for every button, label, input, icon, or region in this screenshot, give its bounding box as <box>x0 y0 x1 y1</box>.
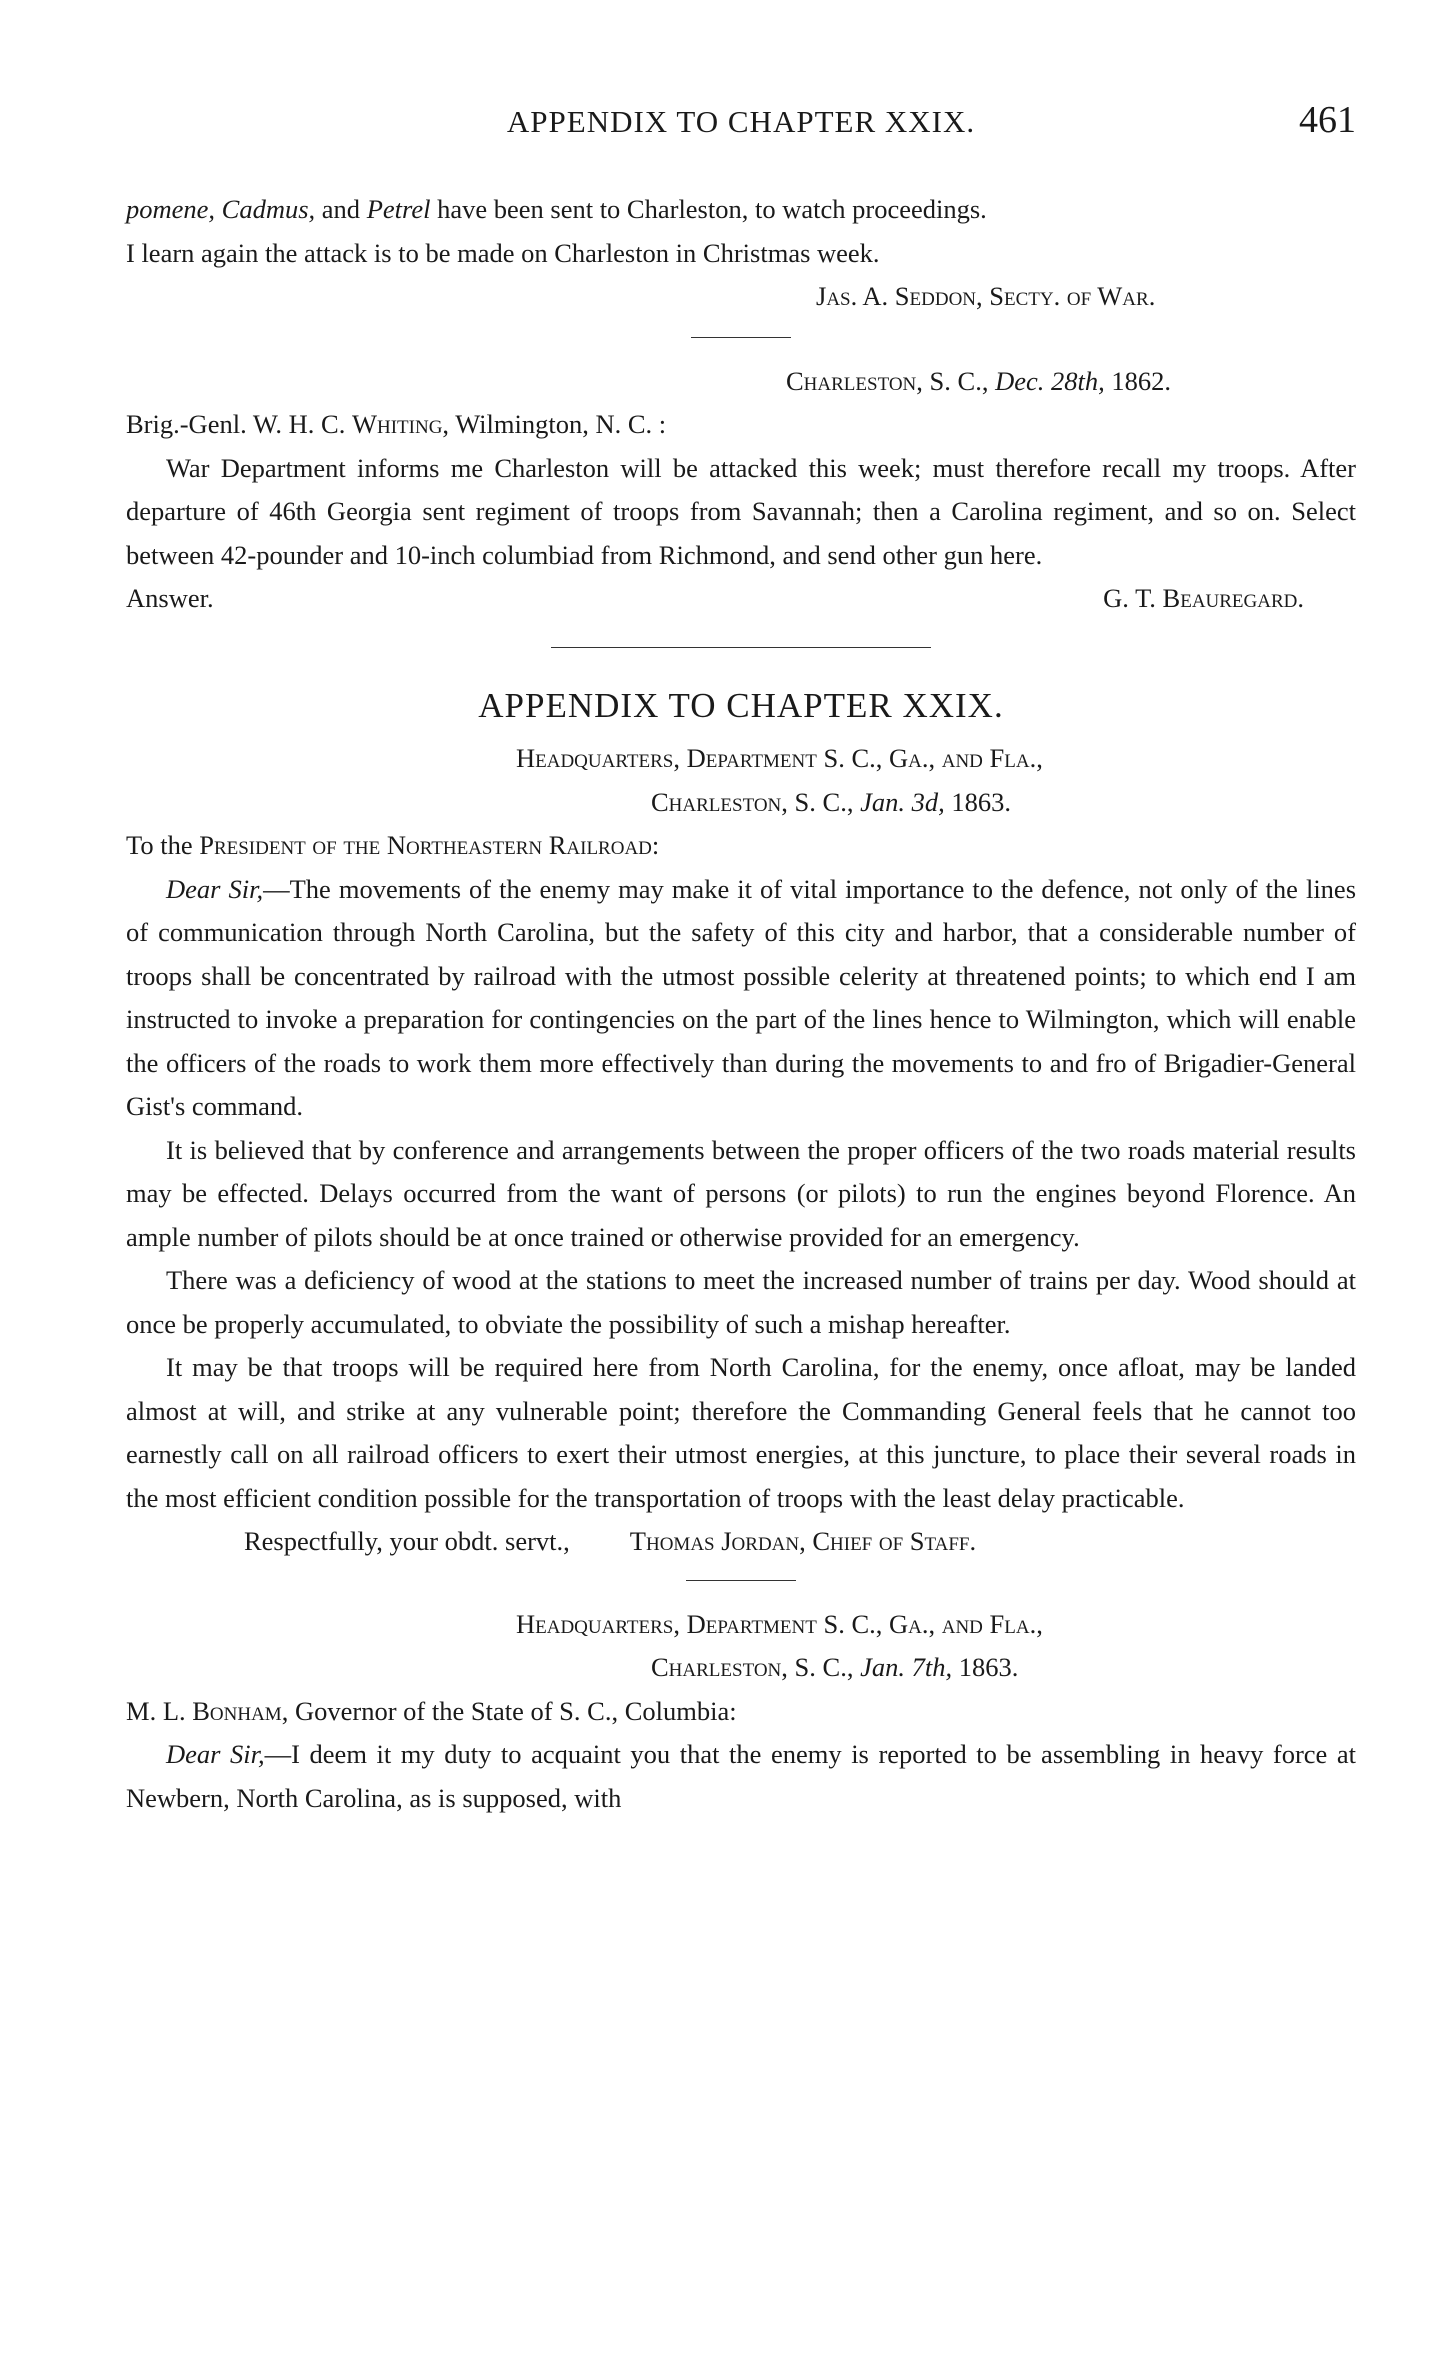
letter1-addressee: To the President of the Northeastern Railroad: <box>126 830 660 860</box>
signature-seddon: Jas. A. Seddon, Secty. of War. <box>816 281 1156 311</box>
letter2-place-date: Charleston, S. C., Jan. 7th, 1863. <box>651 1652 1019 1682</box>
letter2-addressee: M. L. Bonham, Governor of the State of S. C., Columbia: <box>126 1695 737 1726</box>
paragraph-continued: pomene, Cadmus, and Petrel have been sent to Charleston, to watch proceedings. <box>126 194 987 224</box>
letter2-paragraph: Dear Sir,—I deem it my duty to acquaint you that the enemy is reported to be assembling in heavy force at Newbern, North Carolina, as is supposed, with <box>126 1739 1357 1813</box>
divider <box>691 337 791 338</box>
page-number: 461 <box>1299 99 1356 141</box>
letter1-closing: Respectfully, your obdt. servt., Thomas Jordan, Chief of Staff. <box>244 1526 977 1556</box>
signature-jordan: Thomas Jordan, Chief of Staff. <box>629 1526 977 1556</box>
letter1-paragraph: It may be that troops will be required here from North Carolina, for the enemy, once afloat, may be landed almost at will, and strike at any vulnerable point; therefore the Commanding General feels that he cannot too earnestly call on all railroad officers to exert their utmost energies, at this juncture, to place their several roads in the most efficient condition possible for the transportation of troops with the least delay practicable. <box>126 1352 1356 1513</box>
divider <box>686 1580 796 1581</box>
ship-name: Petrel <box>366 194 431 224</box>
letter1-paragraph: Dear Sir,—The movements of the enemy may make it of vital importance to the defence, not only of the lines of communication through North Carolina, but the safety of this city and harbor, that a considerable number of troops shall be concentrated by railroad with the utmost possible celerity at threatened points; to which end I am instructed to invoke a preparation for contingencies on the part of the lines hence to Wilmington, which will enable the officers of the roads to work them more effectively than during the movements to and fro of Brigadier-General Gist's command. <box>126 873 1357 1121</box>
page-header <box>126 98 1356 148</box>
dispatch-place-date: Charleston, S. C., Dec. 28th, 1862. <box>786 365 1171 396</box>
letter2-heading: Headquarters, Department S. C., Ga., and Fla., <box>516 1608 1043 1639</box>
letter1-paragraph: There was a deficiency of wood at the stations to meet the increased number of trains per day. Wood should at once be properly accumulated, to obviate the possibility of such a mishap hereafter. <box>126 1265 1356 1339</box>
letter1-heading: Headquarters, Department S. C., Ga., and Fla., <box>516 743 1043 773</box>
ship-names: pomene, Cadmus, <box>126 194 316 224</box>
salutation: Dear Sir, <box>166 873 264 904</box>
dispatch-signature-line <box>126 577 1356 621</box>
running-title: APPENDIX TO CHAPTER XXIX. <box>506 104 976 139</box>
section-title: APPENDIX TO CHAPTER XXIX. <box>478 685 1004 725</box>
letter1-paragraph: It is believed that by conference and arrangements between the proper officers of the two roads material results may be effected. Delays occurred from the want of persons (or pilots) to run the engines beyond Florence. An ample number of pilots should be at once trained or otherwise provided for an emergency. <box>126 1134 1356 1252</box>
paragraph: I learn again the attack is to be made on Charleston in Christmas week. <box>126 237 880 268</box>
section-divider <box>551 647 931 648</box>
answer-label: Answer. <box>126 583 214 613</box>
dispatch-text: War Department informs me Charleston will be attacked this week; must therefore recall my troops. After departure of 46th Georgia sent regiment of troops from Savannah; then a Carolina regiment, and so on. Select between 42-pounder and 10-inch columbiad from Richmond, and send other gun here. <box>126 452 1356 570</box>
letter1-place-date: Charleston, S. C., Jan. 3d, 1863. <box>651 786 1011 817</box>
salutation: Dear Sir, <box>166 1739 265 1769</box>
signature-beauregard: G. T. Beauregard. <box>1103 583 1304 613</box>
page-body <box>126 188 1356 1820</box>
dispatch-addressee: Brig.-Genl. W. H. C. Whiting, Wilmington, N. C. : <box>126 409 667 439</box>
